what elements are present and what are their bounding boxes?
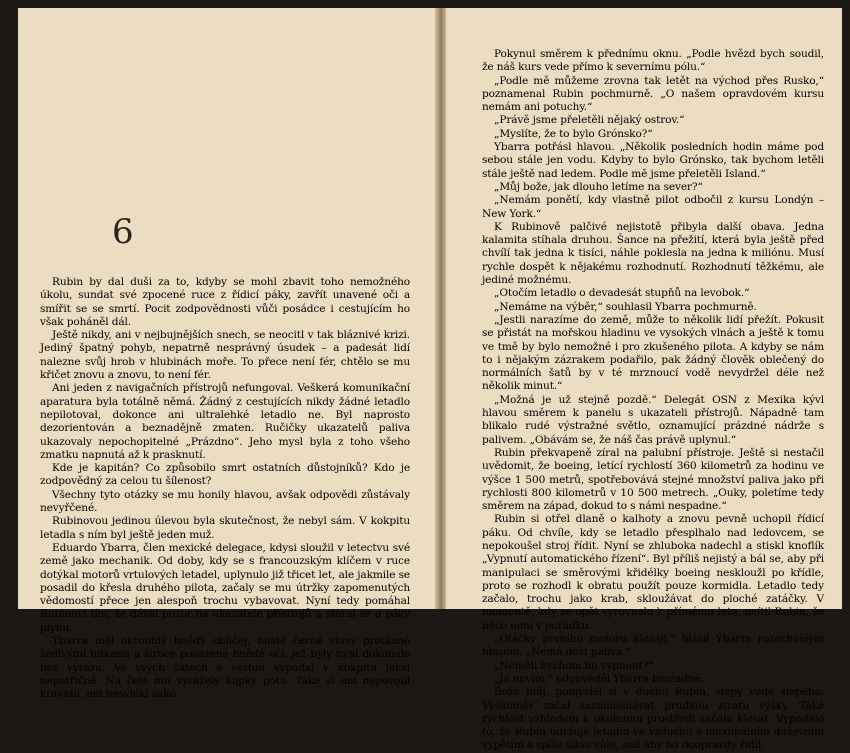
paragraph: „Možná je už stejně pozdě.“ Delegát OSN z Mexika kývl hlavou směrem k panelu s ukazateli přístrojů. Nápadně tam blikalo rudé výstražné světlo, oznamující prázdné nádrže s palivem. „Obávám se, že náš čas právě uplynul.“ <box>482 393 824 446</box>
book-gutter <box>436 8 446 609</box>
paragraph: „Jestli narazíme do země, může to několik lidí přežít. Pokusit se přistát na mořskou hladinu ve vysokých vlnách a ještě k tomu ve tmě by bylo nemožné i pro zkušeného pilota. A kdyby se nám to i nějakým zázrakem podařilo, pak žádný člověk oblečený do normálních šatů by v té mrznoucí vodě nevydržel déle než několik minut.“ <box>482 313 824 393</box>
paragraph: „Otáčky prvního motoru klesají,“ hlásil Ybarra rozechvělým hlasem. „Nemá dost paliva.“ <box>482 633 824 659</box>
paragraph: „Myslíte, že to bylo Grónsko?“ <box>494 127 653 140</box>
left-page-text <box>40 276 410 702</box>
paragraph: Rubinovou jedinou úlevou byla skutečnost, že nebyl sám. V kokpitu letadla s ním byl ještě jeden muž. <box>40 515 410 541</box>
paragraph: Rubin by dal duši za to, kdyby se mohl zbavit toho nemožného úkolu, sundat své zpocené ruce z řídicí páky, zavřít unavené oči a smířit se se smrtí. Pocit zodpovědnosti vůči posádce i cestujícím ho však poháněl dál. <box>40 276 410 328</box>
paragraph: Všechny tyto otázky se mu honily hlavou, avšak odpovědi zůstávaly nevyřčené. <box>40 488 410 515</box>
paragraph: Ještě nikdy, ani v nejbujnějších snech, se neocitl v tak bláznivé krizi. Jediný špatný pohyb, nepatrně nesprávný úsudek – a padesát lidí nalezne svůj hrob v hlubinách moře. To přece není fér, chtělo se mu křičet znovu a znovu, to není fér. <box>40 329 410 382</box>
chapter-number: 6 <box>112 212 134 252</box>
paragraph: Eduardo Ybarra, člen mexické delegace, kdysi sloužil v letectvu své země jako mechanik. Od doby, kdy se s francouzským klíčem v ruce dotýkal motorů vrtulových letadel, uplynulo již třicet let, ale jakmile se posadil do křesla druhého pilota, začaly se mu útržky zapomenutých vědomostí přece jen alespoň trochu vybavovat. Nyní tedy pomáhal Rubinovi tím, že dával pozor na ukazatele přístrojů a staral se o páky plynu. <box>40 541 410 634</box>
paragraph: „Já nevím,“ odpověděl Ybarra bezradně. <box>494 672 704 685</box>
paragraph: Rubin si otřel dlaně o kalhoty a znovu pevně uchopil řídicí páku. Od chvíle, kdy se letadlo přesplhalo nad ledovcem, se nepokoušel stroj řídit. Nyní se zhluboka nadechl a stiskl knoflík „Vypnutí automatického řízení“. Byl příliš nejistý a bál se, aby při manipulaci se směrovými křidélky boeing neskloužl po křídle, proto se rozhodl k obratu použít pouze kormidla. Letadlo tedy začalo, trochu jako krab, skloužávat do ploché zatáčky. V momentě, kdy se opět vyrovnalo k přímému letu, ucítil Rubin, že něco není v pořádku. <box>482 513 824 632</box>
paragraph: „Můj bože, jak dlouho letíme na sever?“ <box>494 180 703 193</box>
paragraph: „Nemám ponětí, kdy vlastně pilot odbočil z kursu Londýn – New York.“ <box>482 194 824 220</box>
paragraph: „Podle mě můžeme zrovna tak letět na východ přes Rusko,“ poznamenal Rubin pochmurně. „O našem opravdovém kursu nemám ani potuchy.“ <box>482 74 824 114</box>
paragraph: „Právě jsme přeletěli nějaký ostrov.“ <box>494 114 685 127</box>
paragraph: Ybarra měl okrouhlý hnědý obličej, husté černé vlasy protkané šedivými nitkami a široce posazené hnědé oči, jež byly nyní dokonale bez výrazu. Ve svých šatech s vestou vypadal v kokpitu jaksi nepatřičně. Na čele mu vyrážely kapky potu. Také si ani nepovolil kravatu, ani nesvlékl sako. <box>40 635 410 701</box>
paragraph: Ani jeden z navigačních přístrojů nefungoval. Veškerá komunikační aparatura byla totálně němá. Žádný z cestujících nikdy žádné letadlo nepilotoval, dokonce ani ultralehké letadlo ne. Byl naprosto dezorientován a beznadějně zmaten. Ručičky ukazatelů paliva ukazovaly nepochopitelné „Prázdno“. Jeho mysl byla z toho všeho zmatku napnutá až k prasknutí. <box>40 382 410 461</box>
paragraph: Kde je kapitán? Co způsobilo smrt ostatních důstojníků? Kdo je zodpovědný za celou tu šílenost? <box>40 462 410 488</box>
paragraph: „Otočím letadlo o devadesát stupňů na levobok.“ <box>494 287 750 300</box>
paragraph: K Rubinově palčivé nejistotě přibyla další obava. Jedna kalamita stíhala druhou. Šance na přežití, která byla ještě před chvílí tak jedna k tisíci, náhle poklesla na jedna k miliónu. Musí rychle dospět k nějakému rozhodnutí. Rozhodnutí těžkému, ale jediné možnému. <box>482 220 824 287</box>
paragraph: „Nemáme na výběr,“ souhlasil Ybarra pochmurně. <box>494 300 757 313</box>
paragraph: Ybarra potřásl hlavou. „Několik posledních hodin máme pod sebou stále jen vodu. Kdyby to bylo Grónsko, tak bychom letěli stále ještě nad ledem. Podle mě jsme přeletěli Island.“ <box>482 141 824 180</box>
paragraph: „Neměli bychom ho vypnout?“ <box>494 659 654 672</box>
paragraph: Pokynul směrem k přednímu oknu. „Podle hvězd bych soudil, že náš kurs vede přímo k severnímu pólu.“ <box>482 48 824 74</box>
paragraph: Rubin překvapeně zíral na palubní přístroje. Ještě si nestačil uvědomit, že boeing, letící rychlostí 360 kilometrů za hodinu ve výšce 1 500 metrů, spotřebovává stejné množství paliva jako při rychlosti 800 kilometrů v 10 500 metrech. „Ouky, poletíme tedy směrem na západ, dokud to s námi nespadne.“ <box>482 446 824 513</box>
right-page-text <box>482 48 824 753</box>
paragraph: Bože můj, pomyslel si v duchu Rubin, slepý vede slepého. Výškoměr začal zaznamenávat prudkou ztrátu výšky. Také rychlost vzhledem k okolnímu prostředí začala klesat. Vypadalo to, že Rubin udržuje letadlo ve vzduchu s maximálním duševním vypětím a spíše silou vůle, než aby ho doopravdy řídil. <box>482 686 824 752</box>
